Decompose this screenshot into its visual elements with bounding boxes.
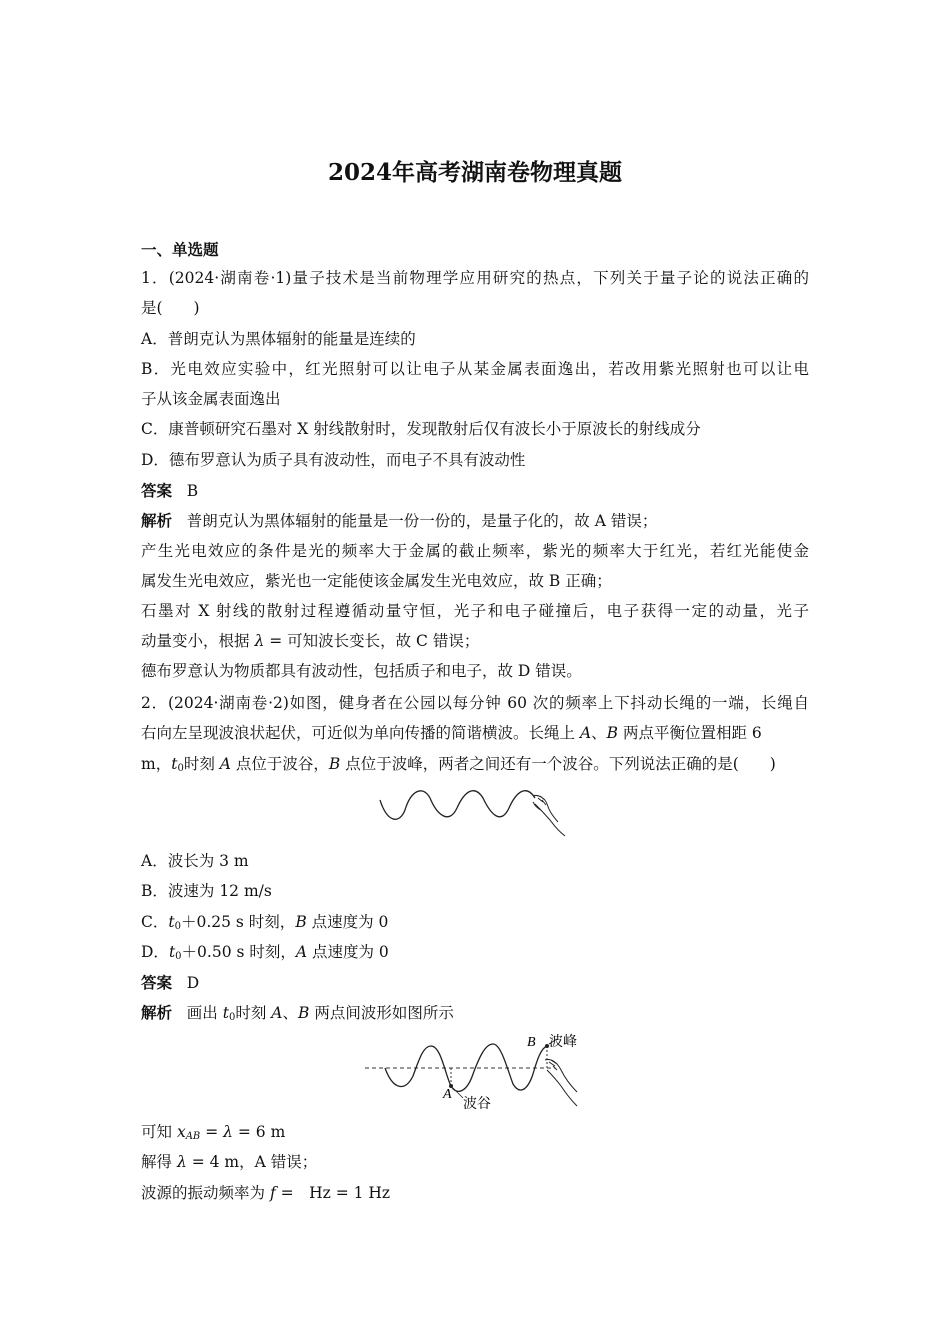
q2-answer-label: 答案 <box>141 973 173 992</box>
q2-stem-separator: 、 <box>591 724 607 742</box>
option-text: ＋0.25 s 时刻， <box>180 913 296 931</box>
rope-wave-figure <box>375 780 575 840</box>
calc-text: 波源的振动频率为 <box>141 1184 270 1202</box>
point-a-label: A <box>271 1004 283 1022</box>
q1-option-b-line1: B．光电效应实验中，红光照射可以让电子从某金属表面逸出，若改用紫光照射也可以让电 <box>141 360 809 378</box>
q1-analysis-line4: 石墨对 X 射线的散射过程遵循动量守恒，光子和电子碰撞后，电子获得一定的动量，光子 <box>141 602 809 620</box>
point-b-label: B <box>295 913 307 931</box>
calc-text: = 4 m，A 错误； <box>186 1153 318 1171</box>
calc-text: 可知 <box>141 1123 177 1141</box>
q1-answer-row <box>141 481 198 501</box>
time-symbol: t <box>222 1004 229 1022</box>
time-subscript: 0 <box>177 763 184 774</box>
analysis-text: 时刻 <box>235 1004 272 1022</box>
option-text: ＋0.50 s 时刻， <box>181 943 296 961</box>
time-symbol: t <box>168 913 175 931</box>
q2-stem-text: 两点平衡位置相距 6 <box>618 724 762 742</box>
q2-calc-line3 <box>141 1183 390 1203</box>
q1-option-d: D．德布罗意认为质子具有波动性，而电子不具有波动性 <box>141 451 526 469</box>
page-title: 2024年高考湖南卷物理真题 <box>327 159 622 186</box>
q1-analysis-line2: 产生光电效应的条件是光的频率大于金属的截止频率，紫光的频率大于红光，若红光能使金 <box>141 542 809 560</box>
q2-analysis-line1 <box>141 1003 454 1023</box>
q2-stem-line2 <box>141 723 762 743</box>
q2-stem-text: 点位于波谷， <box>230 755 329 773</box>
q2-option-a: A．波长为 3 m <box>141 852 249 870</box>
calc-text: = 6 m <box>232 1123 286 1141</box>
q1-option-b-line2: 子从该金属表面逸出 <box>141 390 281 408</box>
q1-analysis-line5 <box>141 631 479 651</box>
point-a-label: A <box>219 755 231 773</box>
fig-label-trough: 波谷 <box>463 1096 491 1112</box>
q1-analysis-line6: 德布罗意认为物质都具有波动性，包括质子和电子，故 D 错误。 <box>141 662 582 680</box>
q1-answer-label: 答案 <box>141 481 173 500</box>
q2-stem-text: 点位于波峰，两者之间还有一个波谷。下列说法正确的是( ) <box>340 755 776 773</box>
lambda-symbol: λ <box>223 1123 233 1141</box>
point-a-label: A <box>295 943 308 961</box>
fig-label-b: B <box>527 1035 536 1050</box>
q1-stem-line1: 1．(2024·湖南卷·1)量子技术是当前物理学应用研究的热点，下列关于量子论的说法正确的 <box>141 269 809 287</box>
q1-option-c: C．康普顿研究石墨对 X 射线散射时，发现散射后仅有波长小于原波长的射线成分 <box>141 420 701 438</box>
displacement-symbol: x <box>176 1123 186 1141</box>
q2-stem-text: m， <box>141 755 172 773</box>
wave-curve <box>380 791 535 820</box>
q2-option-c <box>141 912 388 932</box>
hand-icon <box>533 795 565 836</box>
q2-calc-line1 <box>141 1122 285 1142</box>
q1-analysis-label: 解析 <box>141 511 173 530</box>
q2-answer-row <box>141 973 199 993</box>
option-prefix: C． <box>141 913 169 931</box>
section-heading: 一、单选题 <box>141 240 219 259</box>
time-symbol: t <box>168 943 176 961</box>
q2-answer-value: D <box>186 974 200 992</box>
calc-text: 解得 <box>141 1153 177 1171</box>
trough-pointer <box>453 1088 463 1098</box>
displacement-subscript: AB <box>185 1131 201 1142</box>
q1-stem-line2: 是( ) <box>141 299 200 317</box>
q2-calc-line2 <box>141 1152 317 1172</box>
q1-analysis-text5b: = 可知波长变长，故 C 错误； <box>264 632 480 650</box>
q1-analysis-text5a: 动量变小，根据 <box>141 632 255 650</box>
lambda-symbol: λ <box>254 632 265 650</box>
q1-option-a: A．普朗克认为黑体辐射的能量是连续的 <box>141 330 416 348</box>
time-subscript: 0 <box>175 951 182 962</box>
q1-analysis-line1 <box>141 511 657 531</box>
fig-label-crest: 波峰 <box>549 1034 577 1050</box>
point-b-label: B <box>298 1004 310 1022</box>
q1-analysis-text1: 普朗克认为黑体辐射的能量是一份一份的，是量子化的，故 A 错误； <box>186 512 658 530</box>
time-subscript: 0 <box>174 921 181 932</box>
option-prefix: D． <box>141 943 169 961</box>
time-subscript: 0 <box>228 1012 236 1023</box>
point-b-label: B <box>328 755 341 773</box>
q2-analysis-label: 解析 <box>141 1003 173 1022</box>
q2-stem-line3 <box>141 754 776 774</box>
q1-answer-value: B <box>186 482 199 500</box>
q2-option-b: B．波速为 12 m/s <box>141 882 272 900</box>
point-a-label: A <box>579 724 592 742</box>
option-text: 点速度为 0 <box>307 943 389 961</box>
q1-analysis-line3: 属发生光电效应，紫光也一定能使该金属发生光电效应，故 B 正确； <box>141 572 612 590</box>
frequency-symbol: f <box>269 1184 276 1202</box>
lambda-symbol: λ <box>176 1153 187 1171</box>
waveform-figure <box>365 1030 595 1115</box>
calc-text: = Hz = 1 Hz <box>275 1184 391 1202</box>
q2-stem-text: 右向左呈现波浪状起伏，可近似为单向传播的简谐横波。长绳上 <box>141 724 580 742</box>
option-text: 点速度为 0 <box>306 913 389 931</box>
q2-stem-line1: 2．(2024·湖南卷·2)如图，健身者在公园以每分钟 60 次的频率上下抖动长绳的一端，长绳自 <box>141 694 809 712</box>
analysis-text: 画出 <box>186 1004 223 1022</box>
analysis-text: 、 <box>282 1004 298 1022</box>
time-symbol: t <box>171 755 178 773</box>
q2-stem-text: 时刻 <box>183 755 220 773</box>
point-b-label: B <box>606 724 619 742</box>
q2-option-d <box>141 942 389 962</box>
calc-text: = <box>200 1123 224 1141</box>
fig-label-a: A <box>443 1087 452 1102</box>
analysis-text: 两点间波形如图所示 <box>309 1004 454 1022</box>
hand-icon <box>545 1059 577 1106</box>
